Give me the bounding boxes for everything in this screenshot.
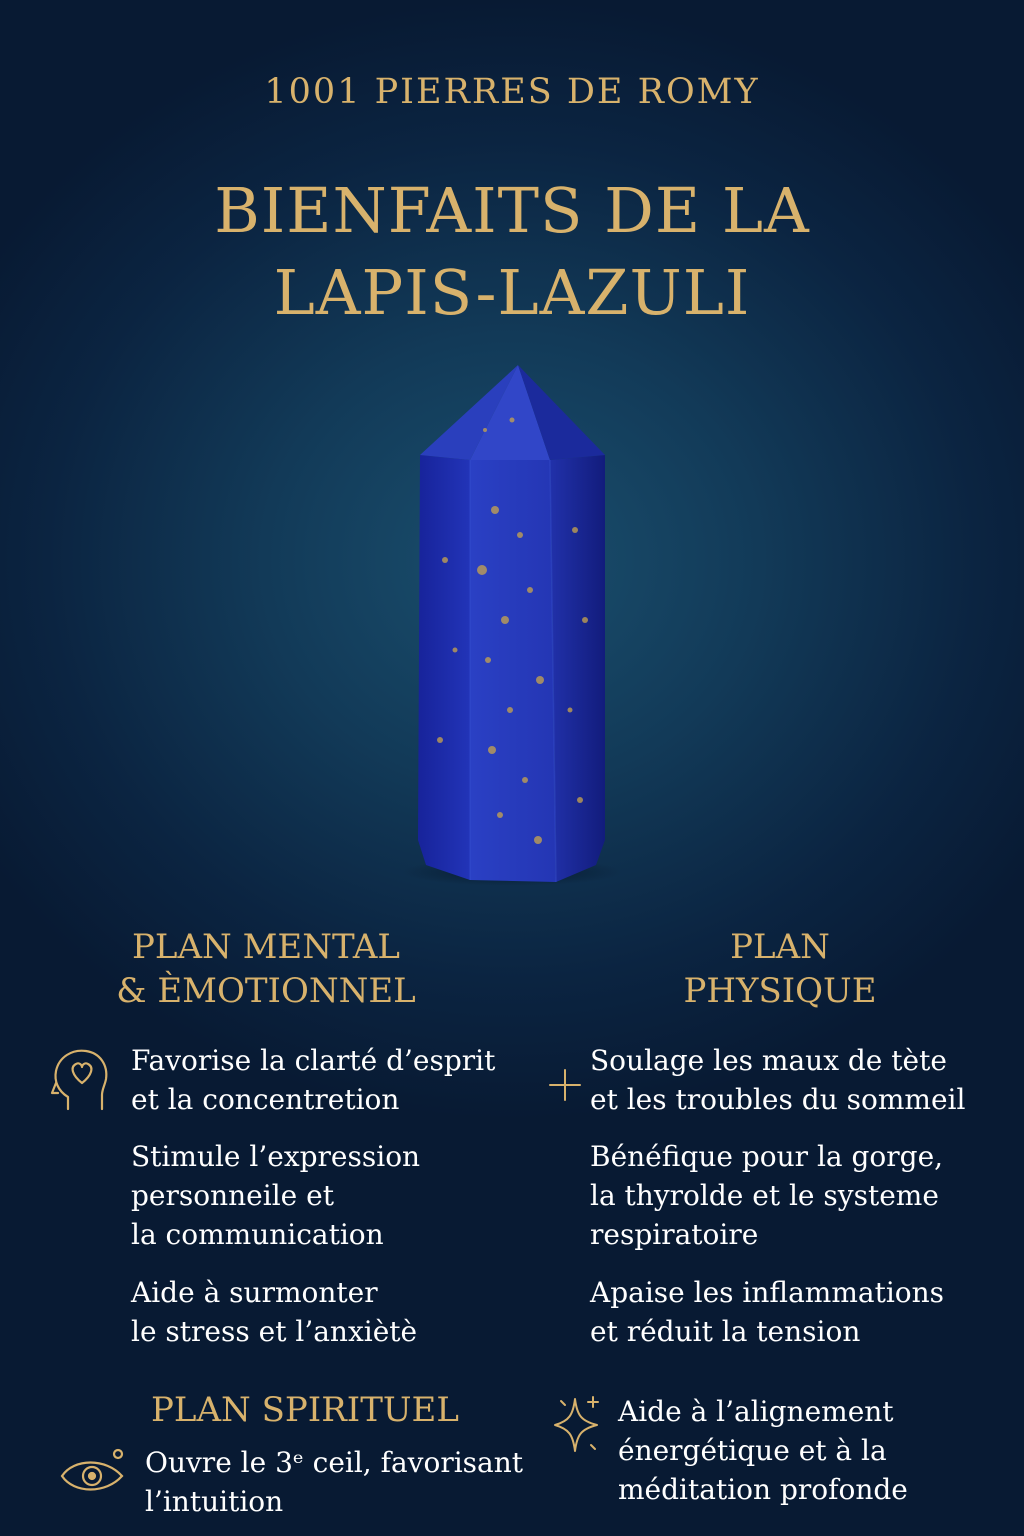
physical-benefit-2: Bénéfique pour la gorge, la thyrolde et le systeme respiratoire xyxy=(590,1140,944,1251)
plus-icon xyxy=(548,1068,582,1106)
title-line-1: BIENFAITS DE LA xyxy=(214,174,810,247)
mental-benefit-3: Aide à surmonter le stress et l’anxiètè xyxy=(131,1276,418,1348)
mental-benefit-1: Favorise la clarté d’esprit et la concentretion xyxy=(131,1044,496,1116)
mental-section-title xyxy=(96,925,436,1013)
spiritual-section-title: PLAN SPIRITUEL xyxy=(151,1390,459,1430)
sparkle-icon xyxy=(553,1393,603,1461)
physical-benefit-1: Soulage les maux de tète et les troubles du sommeil xyxy=(590,1044,966,1116)
page-title xyxy=(0,170,1024,334)
physical-title-line-2: PHYSIQUE xyxy=(683,971,877,1011)
physical-title-line-1: PLAN xyxy=(730,927,830,967)
mental-title-line-2: & ÈMOTIONNEL xyxy=(116,971,416,1011)
mental-benefit-2: Stimule l’expression personneile et la communication xyxy=(131,1140,421,1251)
physical-section-title xyxy=(640,925,920,1013)
spiritual-benefit: Ouvre le 3ᵉ ceil, favorisant l’intuition xyxy=(145,1446,524,1518)
head-heart-icon xyxy=(50,1045,110,1119)
brand-name: 1001 PIERRES DE ROMY xyxy=(264,72,760,112)
energy-benefit: Aide à l’alignement énergétique et à la méditation profonde xyxy=(618,1395,908,1506)
eye-icon xyxy=(58,1446,130,1506)
lapis-lazuli-stone-image xyxy=(400,360,624,890)
title-line-2: LAPIS-LAZULI xyxy=(273,256,751,329)
mental-title-line-1: PLAN MENTAL xyxy=(132,927,400,967)
physical-benefit-3: Apaise les inflammations et réduit la tension xyxy=(590,1276,945,1348)
